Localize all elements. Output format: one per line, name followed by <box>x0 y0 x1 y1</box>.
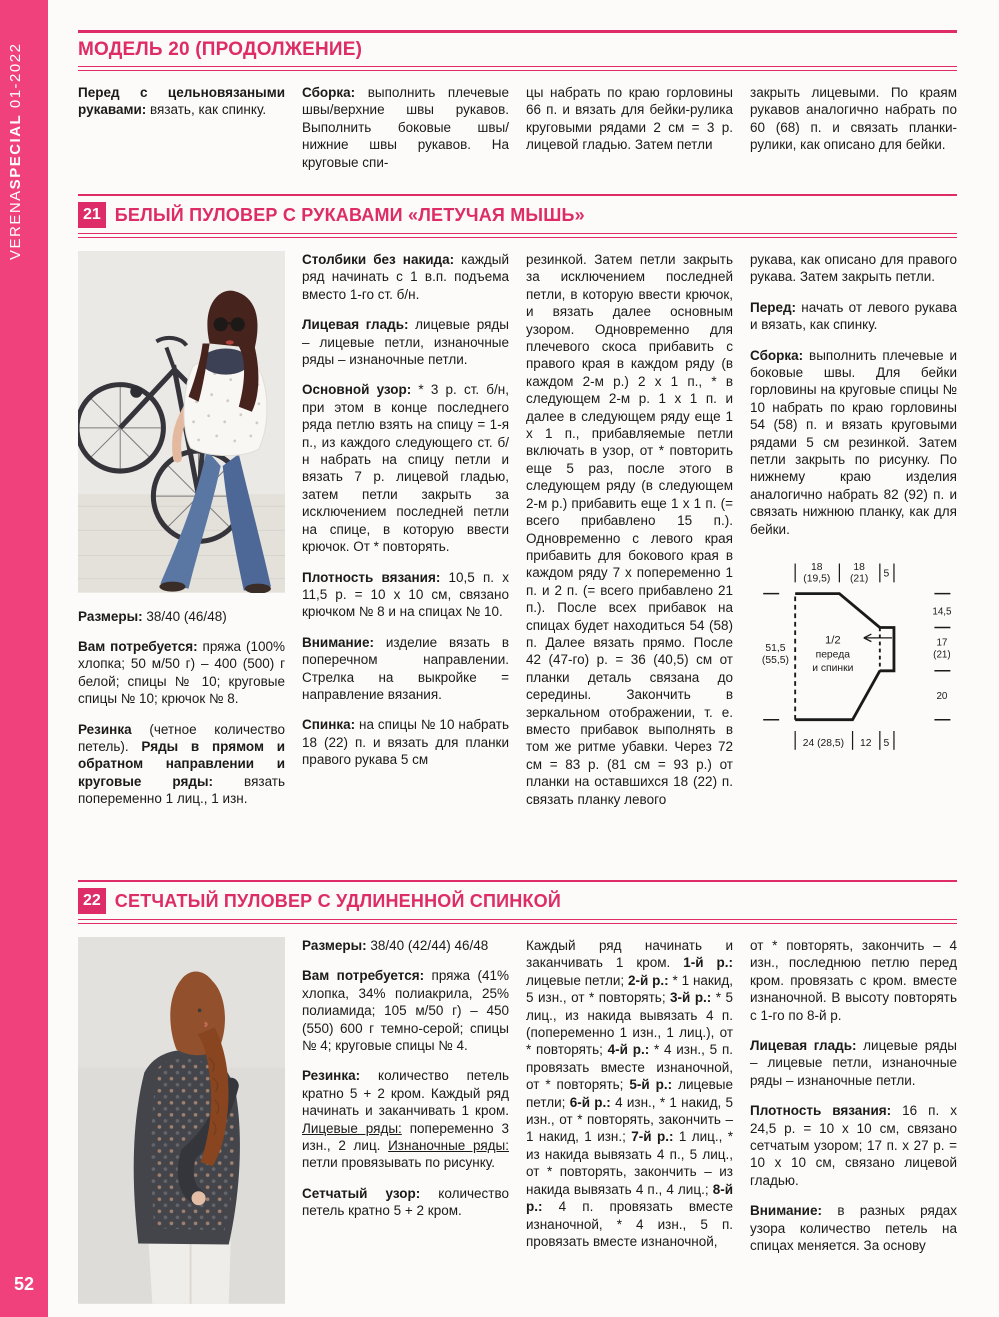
text-column <box>750 251 957 808</box>
paragraph: Основной узор: * 3 р. ст. б/н, при этом в конце последнего ряда петлю взять на спицу = 1-я п., из каждого следующего ст. б/н набрать на спицу петли и вязать 7 р. лицевой гладью, затем петли закрыть за исключением последней петли на спице, в которую ввести крючок. От * повторять. <box>302 382 509 555</box>
section-heading <box>78 202 957 228</box>
paragraph: Размеры: 38/40 (42/44) 46/48 <box>302 938 489 953</box>
text-column <box>526 251 733 808</box>
svg-text:1/2: 1/2 <box>824 634 841 647</box>
svg-text:переда: переда <box>815 649 850 661</box>
paragraph: Размеры: 38/40 (46/48) <box>78 608 227 624</box>
section-model-20 <box>78 30 957 171</box>
paragraph: Каждый ряд начинать и заканчивать 1 кром. 1-й р.: лицевые петли; 2-й р.: * 1 накид, 5 изн., от * повторять; 3-й р.: * 5 лиц., из накида вывязать 4 п. (попеременно 1 изн., 1 лиц.), от * повторять; 4-й р.: * 4 изн., 5 п. провязать вместе изнаночной, от * повторять; 5-й р.: лицевые петли; 6-й р.: 4 изн., * 1 накид, 5 изн., от * повторять, закончить – 1 накид, 1 изн.; 7-й р.: 1 лиц., * из накида вывязать 4 п., 5 лиц., от * повторять, закончить – из накида вывязать 4 п., 4 лиц.; 8-й р.: 4 п. провязать вместе изнаночной, * 4 изн., 5 п. провязать вместе изнаночной, <box>526 938 734 1249</box>
paragraph: Лицевая гладь: лицевые ряды – лицевые петли, изнаночные ряды – изнаночные петли. <box>750 1038 957 1088</box>
paragraph: Резинка: количество петель кратно 5 + 2 кром. Каждый ряд начинать и заканчивать 1 кром. Лицевые ряды: попеременно 3 изн., 2 лиц. Изнаночные ряды: петли провязывать по рисунку. <box>302 1068 510 1171</box>
section-heading <box>78 888 957 914</box>
paragraph: Сборка: выполнить плечевые и боковые швы. Для бейки горловины на круговые спицы № 10 набрать по краю горловины 54 (58) п. и вязать круговыми рядами 5 см резинкой. Затем петли закрыть по рисунку. По нижнему краю изделия аналогично набрать 82 (92) п. и связать нижнюю планку, как для бейки. <box>750 347 957 537</box>
divider <box>78 233 957 238</box>
brand-name-bold: SPECIAL <box>7 113 24 190</box>
svg-text:51,5: 51,5 <box>765 643 786 655</box>
text-column <box>302 84 509 171</box>
paragraph: Внимание: в разных рядах узора количество петель на спицах меняется. За основу <box>750 1203 957 1254</box>
svg-text:5: 5 <box>883 738 890 750</box>
photo-column <box>78 251 285 808</box>
knitting-schematic <box>750 556 957 780</box>
text-column <box>750 937 957 1317</box>
page-number: 52 <box>13 1274 35 1294</box>
photo-column <box>78 937 285 1317</box>
divider <box>78 194 957 196</box>
divider <box>78 880 957 882</box>
section-title: СЕТЧАТЫЙ ПУЛОВЕР С УДЛИНЕННОЙ СПИНКОЙ <box>114 890 562 911</box>
svg-text:и спинки: и спинки <box>812 662 854 674</box>
paragraph: Плотность вязания: 10,5 п. x 11,5 р. = 10 x 10 см, связано крючком № 8 и на спицах № 10. <box>302 569 509 620</box>
text-column <box>526 937 733 1317</box>
paragraph: цы набрать по краю горловины 66 п. и вязать для бейки-рулика круговыми рядами 2 см = 3 р. лицевой гладью. Затем петли <box>526 85 733 153</box>
svg-text:(21): (21) <box>933 649 951 661</box>
issue-number: 01-2022 <box>7 42 24 114</box>
text-column <box>78 608 285 808</box>
svg-text:5: 5 <box>883 568 890 580</box>
model-number-badge: 22 <box>78 888 106 914</box>
paragraph: Внимание: изделие вязать в поперечном направлении. Стрелка на выкройке = направление вязания. <box>302 634 509 702</box>
paragraph: Столбики без накида: каждый ряд начинать с 1 в.п. подъема вместо 1-го ст. б/н. <box>302 252 509 302</box>
svg-text:(19,5): (19,5) <box>803 573 831 585</box>
text-column <box>78 84 285 171</box>
svg-text:18: 18 <box>811 562 823 574</box>
paragraph: Перед: начать от левого рукава и вязать, как спинку. <box>750 299 957 333</box>
paragraph: Резинка (четное количество петель). Ряды в прямом и обратном направлении и круговые ряды: вязать попеременно 1 лиц., 1 изн. <box>78 721 286 807</box>
brand-name: VERENA <box>7 189 24 260</box>
paragraph: Сборка: выполнить плечевые швы/верхние швы рукавов. Выполнить боковые швы/нижние швы рукавов. На круговые спи- <box>302 85 509 170</box>
svg-text:20: 20 <box>936 691 948 703</box>
magazine-spine <box>0 0 48 1317</box>
paragraph: Плотность вязания: 16 п. x 24,5 р. = 10 x 10 см, связано сетчатым узором; 17 п. x 27 р. = 10 x 10 см, связано лицевой гладью. <box>750 1103 957 1188</box>
text-column <box>750 84 957 171</box>
svg-text:14,5: 14,5 <box>932 606 952 618</box>
divider <box>78 919 957 924</box>
svg-text:17: 17 <box>936 637 948 649</box>
photo-model-21 <box>78 251 285 593</box>
svg-text:24 (28,5): 24 (28,5) <box>802 738 845 750</box>
paragraph: Перед с цельновязаными рукавами: вязать, как спинку. <box>78 85 285 118</box>
photo-model-22 <box>78 937 285 1304</box>
section-model-22 <box>78 880 957 1317</box>
paragraph: Вам потребуется: пряжа (41% хлопка, 34% полиакрила, 25% полиамида; 105 м/50 г) – 450 (550) 600 г темно-серой; спицы № 4; круговые спицы № 4. <box>302 968 509 1054</box>
direction-arrow <box>864 634 892 642</box>
section-title: МОДЕЛЬ 20 (ПРОДОЛЖЕНИЕ) <box>78 39 363 60</box>
divider <box>78 66 957 71</box>
model-number-badge: 21 <box>78 202 106 228</box>
paragraph: Вам потребуется: пряжа (100% хлопка; 50 м/50 г) – 400 (500) г белой; спицы № 10; круговые спицы № 10; крючок № 8. <box>78 639 285 707</box>
text-column <box>526 84 733 171</box>
paragraph: от * повторять, закончить – 4 изн., последнюю петлю перед кром. провязать с кром. вместе изнаночной. В высоту повторять с 1-го по 8-й р. <box>750 938 957 1023</box>
svg-text:12: 12 <box>859 738 872 750</box>
section-title: БЕЛЫЙ ПУЛОВЕР С РУКАВАМИ «ЛЕТУЧАЯ МЫШЬ» <box>114 204 585 225</box>
svg-text:(55,5): (55,5) <box>761 655 789 667</box>
svg-text:(21): (21) <box>849 573 869 585</box>
divider <box>78 30 957 33</box>
paragraph: Лицевая гладь: лицевые ряды – лицевые петли, изнаночные ряды – изнаночные петли. <box>302 317 509 368</box>
svg-text:18: 18 <box>853 562 865 574</box>
paragraph: закрыть лицевыми. По краям рукавов аналогично набрать по 60 (68) п. и связать планки-рулики, как описано для бейки. <box>750 85 957 153</box>
text-column <box>302 937 509 1317</box>
paragraph: Спинка: на спицы № 10 набрать 18 (22) п. и вязать для планки правого рукава 5 см <box>302 717 509 768</box>
paragraph: резинкой. Затем петли закрыть за исключением последней петли, в которую ввести крючок, и вязать далее основным узором. Одновременно для плечевого скоса прибавить с правого края в каждом ряду (в каждом 2-м р.) 2 x 1 п., * в следующем 2-м р. 1 x 1 п. и далее в следующем ряду еще 1 x 1 п., прибавляемые петли включать в узор, от * повторить еще 5 раз, после этого в следующем ряду (в следующем 2-м р.) прибавить еще 1 x 1 п. (= всего прибавлено 15 п.). Одновременно с левого края прибавить для бокового края в каждом ряду 7 x попеременно 1 п. и 2 п. (= всего прибавлено 21 п.). После всех прибавок на спицах будет находиться 54 (58) п. Далее вязать прямо. После 42 (47-го) р. = 36 (40,5) см от планки деталь связана до середины. Закончить в зеркальном отображении, т. е. вместо прибавок выполнять в том же ритме убавки. Через 72 см = 83 р. (81 см = 93 р.) от планки на оставшихся 18 (22) п. связать планку левого <box>526 252 733 807</box>
text-column <box>302 251 509 808</box>
paragraph: рукава, как описано для правого рукава. Затем закрыть петли. <box>750 252 957 285</box>
section-model-21 <box>78 194 957 808</box>
magazine-brand <box>7 30 41 260</box>
paragraph: Сетчатый узор: количество петель кратно 5 + 2 кром. <box>302 1185 509 1219</box>
